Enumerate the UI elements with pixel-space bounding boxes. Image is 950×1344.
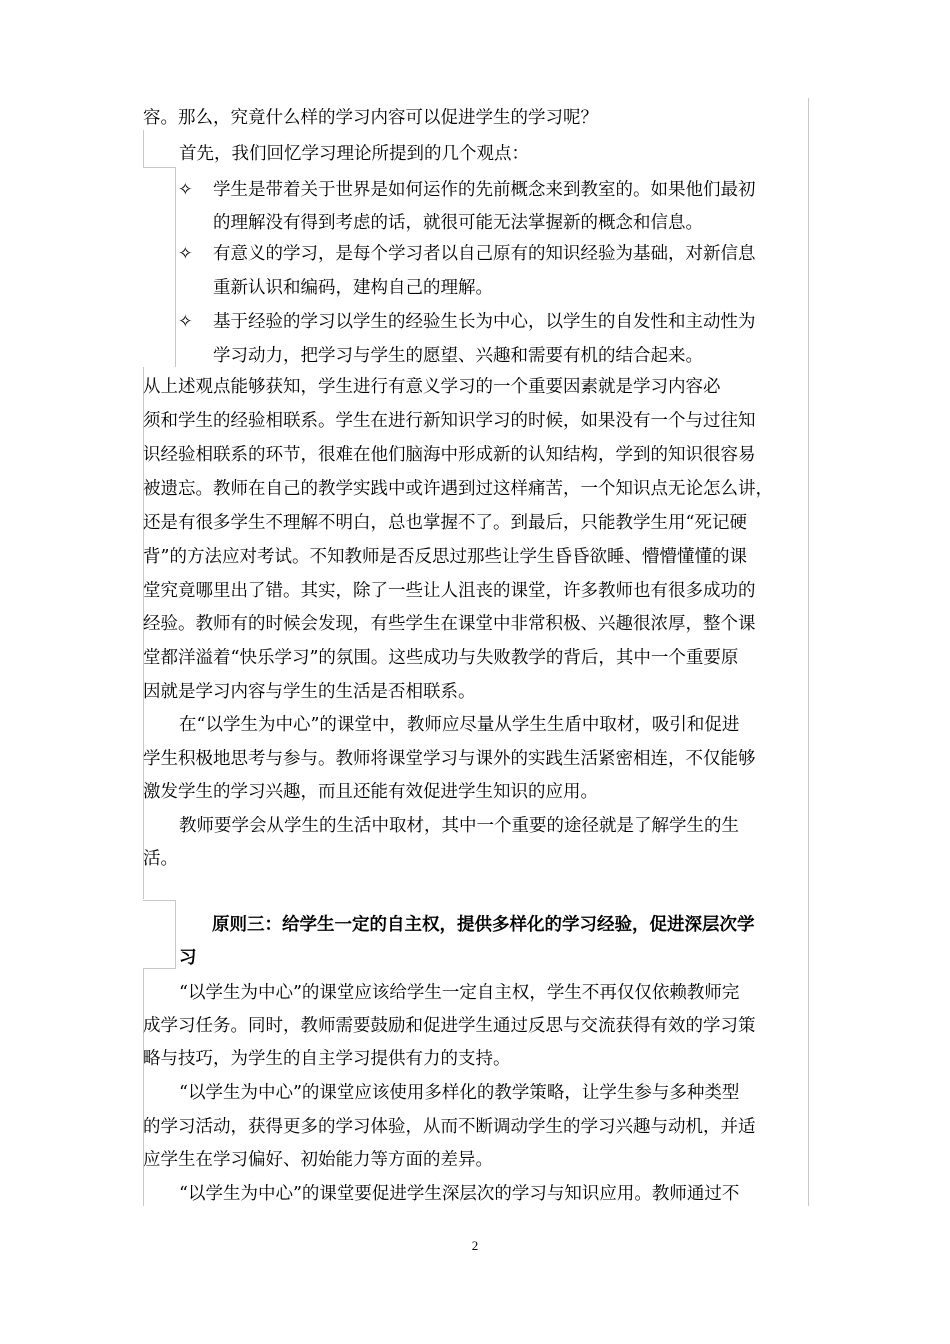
frame-line-left-top: [143, 130, 144, 168]
text-line: 学习动力，把学习与学生的愿望、兴趣和需要有机的结合起来。: [213, 346, 703, 366]
text-line: 的学习活动，获得更多的学习体验，从而不断调动学生的学习兴趣与动机，并适: [143, 1117, 756, 1137]
section-heading: 原则三：给学生一定的自主权，提供多样化的学习经验，促进深层次学: [212, 915, 755, 935]
text-line: 因就是学习内容与学生的生活是否相联系。: [143, 682, 476, 702]
text-line: 学生积极地思考与参与。教师将课堂学习与课外的实践生活紧密相连，不仅能够: [143, 749, 756, 769]
page-number: 2: [471, 1238, 479, 1253]
text-line: 活。: [143, 849, 178, 869]
bullet-icon: ✧: [178, 180, 193, 200]
text-line: 首先，我们回忆学习理论所提到的几个观点：: [179, 144, 529, 164]
text-line: 在“以学生为中心”的课堂中，教师应尽量从学生生盾中取材，吸引和促进: [179, 715, 740, 735]
text-line: 还是有很多学生不理解不明白，总也掌握不了。到最后，只能教学生用“死记硬: [143, 513, 747, 533]
frame-line-left-bullets: [175, 167, 176, 367]
section-heading-continued: 习: [179, 948, 197, 968]
text-line: 成学习任务。同时，教师需要鼓励和促进学生通过反思与交流获得有效的学习策: [143, 1016, 756, 1036]
text-line: 堂都洋溢着“快乐学习”的氛围。这些成功与失败教学的背后，其中一个重要原: [143, 648, 739, 668]
text-line: 略与技巧，为学生的自主学习提供有力的支持。: [143, 1049, 511, 1069]
text-line: 从上述观点能够获知，学生进行有意义学习的一个重要因素就是学习内容必: [143, 377, 721, 397]
frame-line-top-short: [143, 167, 176, 168]
text-line: 堂究竟哪里出了错。其实，除了一些让人沮丧的课堂，许多教师也有很多成功的: [143, 581, 756, 601]
text-line: 背”的方法应对考试。不知教师是否反思过那些让学生昏昏欲睡、懵懵懂懂的课: [143, 547, 747, 567]
frame-line-mid-short: [143, 900, 176, 901]
frame-line-heading-bottom: [143, 968, 176, 969]
text-line: 的理解没有得到考虑的话，就很可能无法掌握新的概念和信息。: [213, 213, 703, 233]
text-line: “以学生为中心”的课堂应该使用多样化的教学策略，让学生参与多种类型: [179, 1083, 740, 1103]
text-line: 识经验相联系的环节，很难在他们脑海中形成新的认知结构，学到的知识很容易: [143, 445, 756, 465]
text-line: 重新认识和编码，建构自己的理解。: [213, 278, 493, 298]
text-line: 有意义的学习，是每个学习者以自己原有的知识经验为基础，对新信息: [213, 244, 756, 264]
frame-line-left-heading: [175, 900, 176, 968]
text-line: 须和学生的经验相联系。学生在进行新知识学习的时候，如果没有一个与过往知: [143, 411, 756, 431]
text-line: 应学生在学习偏好、初始能力等方面的差异。: [143, 1150, 493, 1170]
text-line: 容。那么，究竟什么样的学习内容可以促进学生的学习呢？: [143, 108, 598, 128]
text-line: “以学生为中心”的课堂要促进学生深层次的学习与知识应用。教师通过不: [179, 1184, 740, 1204]
bullet-icon: ✧: [178, 312, 193, 332]
text-line: 经验。教师有的时候会发现，有些学生在课堂中非常积极、兴趣很浓厚，整个课: [143, 614, 756, 634]
text-line: 被遗忘。教师在自己的教学实践中或许遇到过这样痛苦，一个知识点无论怎么讲，: [143, 479, 773, 499]
text-line: “以学生为中心”的课堂应该给学生一定自主权，学生不再仅仅依赖教师完: [179, 983, 740, 1003]
frame-line-right: [808, 98, 809, 1206]
text-line: 学生是带着关于世界是如何运作的先前概念来到教室的。如果他们最初: [213, 180, 756, 200]
bullet-icon: ✧: [178, 244, 193, 264]
text-line: 教师要学会从学生的生活中取材，其中一个重要的途径就是了解学生的生: [179, 816, 739, 836]
text-line: 基于经验的学习以学生的经验生长为中心，以学生的自发性和主动性为: [213, 312, 756, 332]
text-line: 激发学生的学习兴趣，而且还能有效促进学生知识的应用。: [143, 782, 598, 802]
